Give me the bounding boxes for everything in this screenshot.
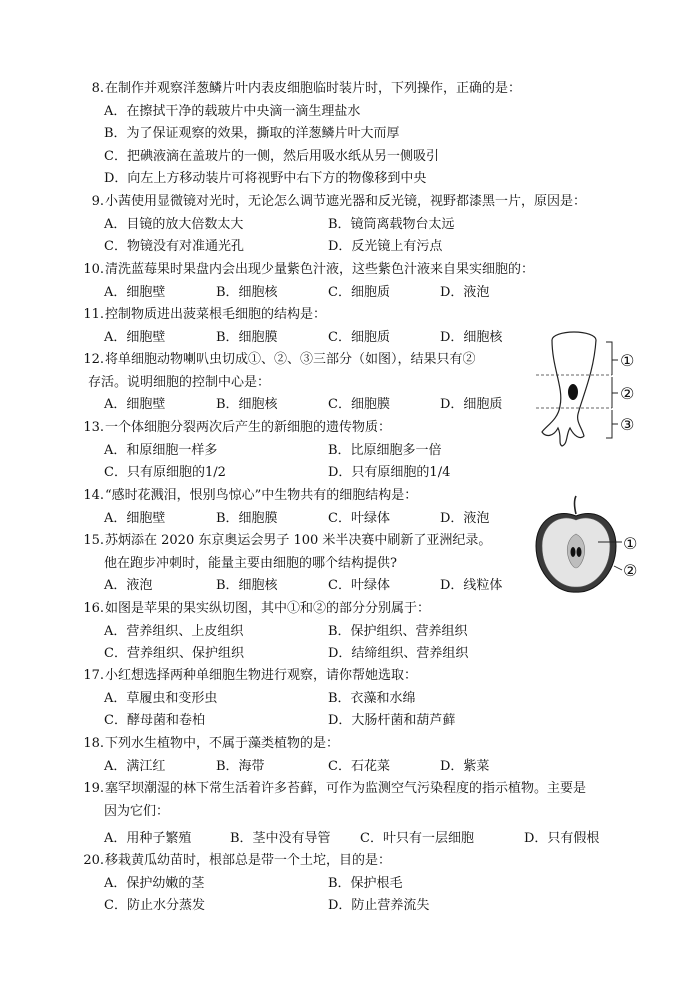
question-stem-continued: 因为它们： xyxy=(104,803,170,819)
question-16 xyxy=(70,598,630,666)
stentor-figure xyxy=(536,328,646,456)
option-b: B．为了保证观察的效果，撕取的洋葱鳞片叶大而厚 xyxy=(104,126,400,142)
option-c: C．叶绿体 xyxy=(328,578,390,594)
option-a: A．保护幼嫩的茎 xyxy=(104,875,205,891)
question-stem: 小红想选择两种单细胞生物进行观察，请你帮她选取： xyxy=(105,668,418,683)
option-b: B．海带 xyxy=(216,758,265,774)
question-9 xyxy=(70,191,630,259)
option-b: B．保护组织、营养组织 xyxy=(328,623,468,639)
options xyxy=(70,214,630,259)
option-a: A．营养组织、上皮组织 xyxy=(104,623,244,639)
option-a: A．用种子繁殖 xyxy=(104,831,192,847)
option-d: D．向左上方移动装片可将视野中右下方的物像移到中央 xyxy=(104,171,427,187)
question-number: 16. xyxy=(83,601,104,616)
option-d: D．防止营养流失 xyxy=(328,898,430,914)
question-stem: 小茜使用显微镜对光时，无论怎么调节遮光器和反光镜，视野都漆黑一片，原因是： xyxy=(105,194,587,209)
question-number: 10. xyxy=(83,262,104,277)
option-a: A．草履虫和变形虫 xyxy=(104,690,218,706)
question-number: 12. xyxy=(83,352,104,367)
question-stem: “感时花溅泪，恨别鸟惊心”中生物共有的细胞结构是： xyxy=(105,488,418,503)
option-d: D．大肠杆菌和葫芦藓 xyxy=(328,713,456,729)
figure-label-1: ① xyxy=(620,351,635,370)
question-number: 8. xyxy=(91,81,104,96)
figure-label-2: ② xyxy=(623,561,638,580)
option-d: D．液泡 xyxy=(440,510,490,526)
question-number: 18. xyxy=(83,736,104,751)
options xyxy=(70,621,630,666)
option-d: D．结缔组织、营养组织 xyxy=(328,646,469,662)
option-b: B．细胞核 xyxy=(216,397,278,413)
question-stem-continued: 存活。说明细胞的控制中心是： xyxy=(88,374,271,390)
option-b: B．细胞核 xyxy=(216,578,278,594)
option-c: C．叶只有一层细胞 xyxy=(360,831,474,847)
option-b: B．细胞核 xyxy=(216,284,278,300)
question-17 xyxy=(70,665,630,733)
option-d: D．液泡 xyxy=(440,284,490,300)
option-c: C．物镜没有对准通光孔 xyxy=(104,239,244,255)
option-a: A．和原细胞一样多 xyxy=(104,442,218,458)
question-stem: 一个体细胞分裂两次后产生的新细胞的遗传物质： xyxy=(105,420,392,435)
question-number: 15. xyxy=(83,533,104,548)
option-b: B．保护根毛 xyxy=(328,875,403,891)
apple-figure xyxy=(530,494,650,596)
option-d: D．线粒体 xyxy=(440,578,503,594)
option-c: C．只有原细胞的1/2 xyxy=(104,465,226,481)
question-stem: 移栽黄瓜幼苗时，根部总是带一个土坨，目的是： xyxy=(105,853,392,868)
question-number: 20. xyxy=(83,853,104,868)
option-d: D．紫菜 xyxy=(440,758,490,774)
figure-label-2: ② xyxy=(620,384,635,403)
option-c: C．石花菜 xyxy=(328,758,390,774)
question-20 xyxy=(70,850,630,918)
question-stem-continued: 他在跑步冲刺时，能量主要由细胞的哪个结构提供? xyxy=(104,555,397,571)
option-a: A．满江红 xyxy=(104,758,166,774)
options xyxy=(70,873,630,918)
option-d: D．只有假根 xyxy=(524,831,600,847)
options xyxy=(70,282,630,305)
option-d: D．只有原细胞的1/4 xyxy=(328,465,451,481)
question-number: 9. xyxy=(91,194,104,209)
option-d: D．细胞核 xyxy=(440,329,503,345)
option-b: B．细胞膜 xyxy=(216,329,278,345)
question-stem: 塞罕坝潮湿的林下常生活着许多苔藓，可作为监测空气污染程度的指示植物。主要是 xyxy=(105,781,587,796)
question-stem: 下列水生植物中，不属于藻类植物的是： xyxy=(105,736,340,751)
option-c: C．叶绿体 xyxy=(328,510,390,526)
option-a: A．细胞壁 xyxy=(104,329,166,345)
option-b: B．细胞膜 xyxy=(216,510,278,526)
option-c: C．细胞质 xyxy=(328,284,390,300)
question-8 xyxy=(70,78,630,191)
option-c: C．防止水分蒸发 xyxy=(104,898,205,914)
option-a: A．液泡 xyxy=(104,578,153,594)
question-stem: 在制作并观察洋葱鳞片叶内表皮细胞临时装片时，下列操作，正确的是： xyxy=(105,81,522,96)
question-18 xyxy=(70,733,630,778)
option-c: C．细胞膜 xyxy=(328,397,390,413)
option-a: A．细胞壁 xyxy=(104,397,166,413)
question-19 xyxy=(70,778,670,851)
option-b: B．茎中没有导管 xyxy=(230,831,331,847)
question-stem: 控制物质进出菠菜根毛细胞的结构是： xyxy=(105,307,327,322)
options xyxy=(70,828,670,851)
option-c: C．酵母菌和卷柏 xyxy=(104,713,205,729)
option-c: C．细胞质 xyxy=(328,329,390,345)
option-a: A．细胞壁 xyxy=(104,284,166,300)
options xyxy=(70,101,630,191)
question-stem: 清洗蓝莓果时果盘内会出现少量紫色汁液，这些紫色汁液来自果实细胞的： xyxy=(105,262,535,277)
options xyxy=(70,756,630,779)
option-d: D．反光镜上有污点 xyxy=(328,239,443,255)
question-number: 11. xyxy=(83,307,104,322)
option-c: C．营养组织、保护组织 xyxy=(104,646,244,662)
question-stem: 如图是苹果的果实纵切图，其中①和②的部分分别属于： xyxy=(105,601,431,616)
option-a: A．细胞壁 xyxy=(104,510,166,526)
figure-label-1: ① xyxy=(623,534,638,553)
option-d: D．细胞质 xyxy=(440,397,503,413)
figure-label-3: ③ xyxy=(620,415,635,434)
option-b: B．比原细胞多一倍 xyxy=(328,442,442,458)
question-stem: 将单细胞动物喇叭虫切成①、②、③三部分（如图），结果只有② xyxy=(105,352,476,367)
option-b: B．镜筒离载物台太远 xyxy=(328,216,455,232)
option-a: A．在擦拭干净的载玻片中央滴一滴生理盐水 xyxy=(104,103,361,119)
options xyxy=(70,688,630,733)
question-stem: 苏炳添在 2020 东京奥运会男子 100 米半决赛中刷新了亚洲纪录。 xyxy=(105,533,492,548)
question-number: 13. xyxy=(83,420,104,435)
option-a: A．目镜的放大倍数太大 xyxy=(104,216,244,232)
question-number: 19. xyxy=(83,781,104,796)
question-number: 17. xyxy=(83,668,104,683)
question-10 xyxy=(70,259,630,304)
question-number: 14. xyxy=(83,488,104,503)
option-b: B．衣藻和水绵 xyxy=(328,690,416,706)
option-c: C．把碘液滴在盖玻片的一侧，然后用吸水纸从另一侧吸引 xyxy=(104,148,439,164)
